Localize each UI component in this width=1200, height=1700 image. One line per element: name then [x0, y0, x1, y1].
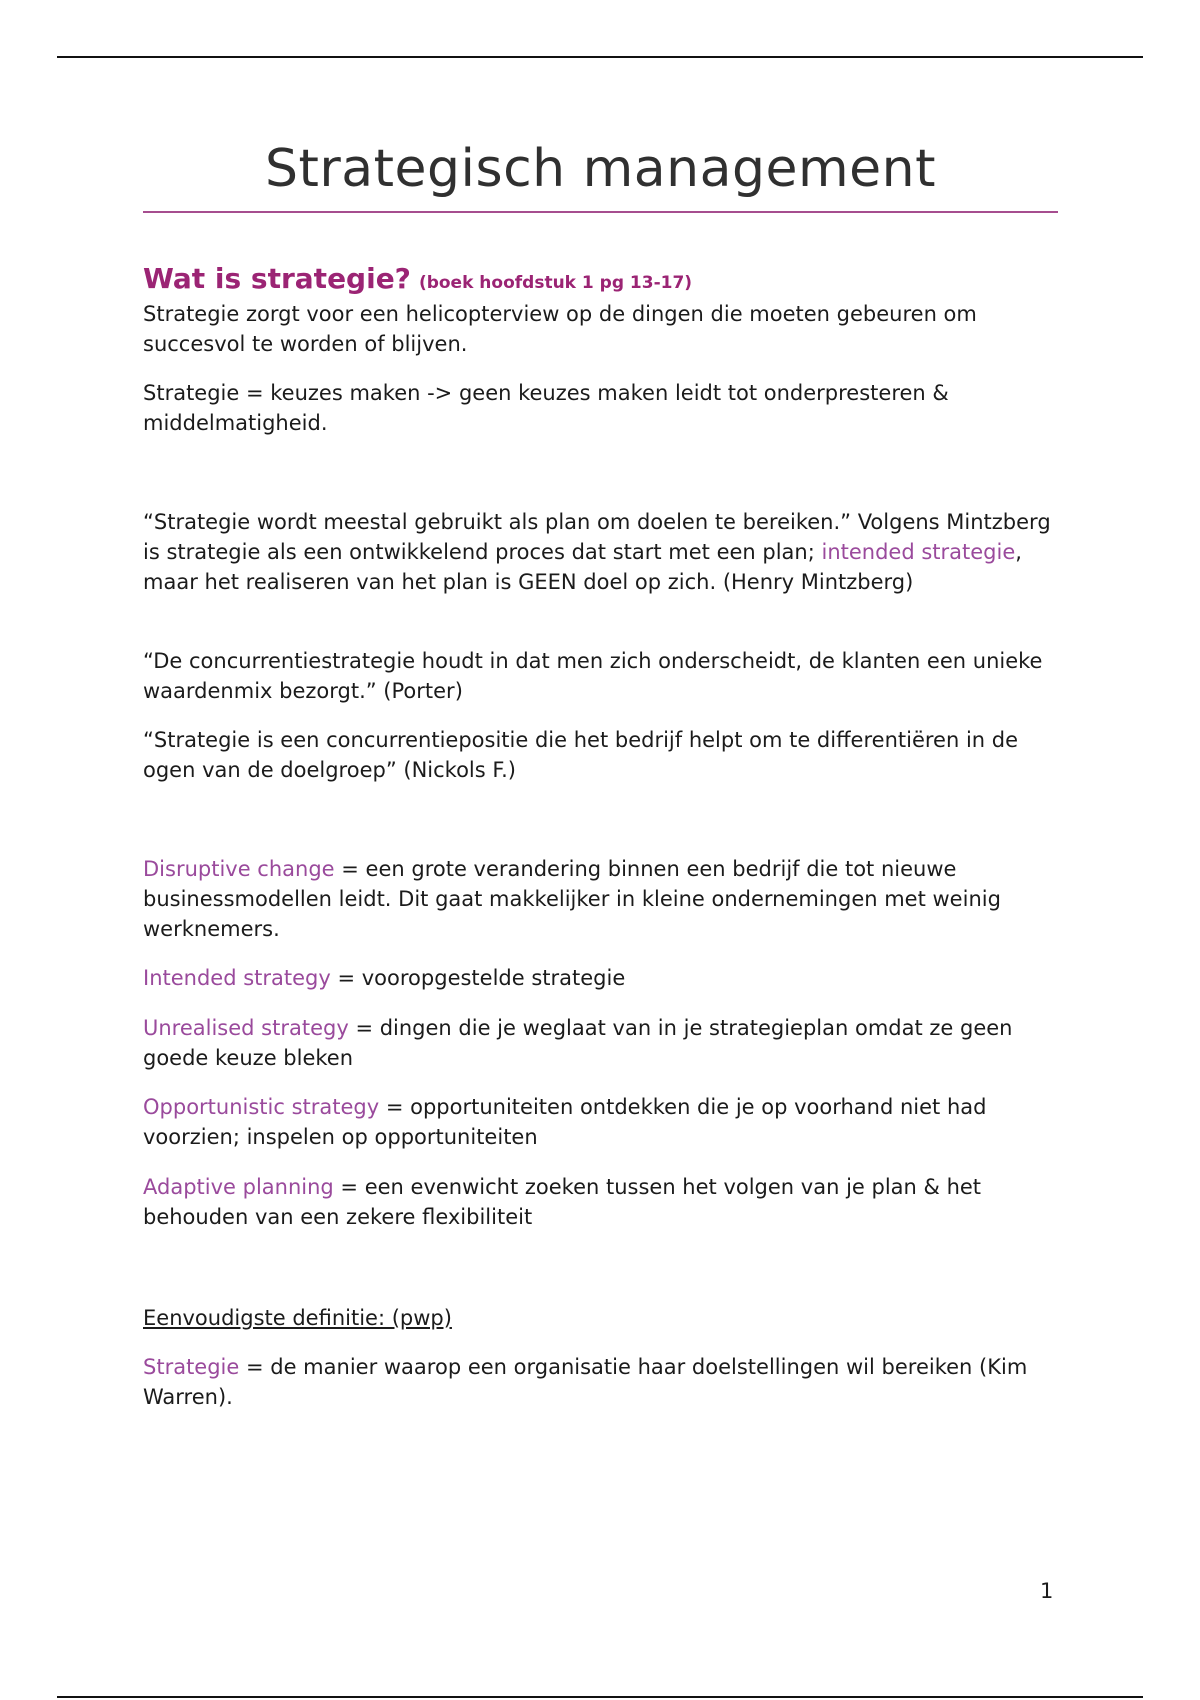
quote-mintzberg-before: “Strategie wordt meestal gebruikt als plan om doelen te bereiken.” Volgens Mintzberg is strategie als een ontwikkelend proces dat start met een plan;	[143, 510, 1051, 564]
section-heading	[143, 262, 1058, 295]
term-intended-strategie: intended strategie	[821, 540, 1016, 564]
intro-paragraph: Strategie zorgt voor een helicopterview op de dingen die moeten gebeuren om succesvol te worden of blijven.	[143, 302, 977, 356]
page-number: 1	[1040, 1579, 1054, 1603]
definition-text: = vooropgestelde strategie	[330, 966, 626, 990]
page-top-rule	[57, 56, 1143, 58]
intro-paragraph: Strategie = keuzes maken -> geen keuzes maken leidt tot onderpresteren & middelmatigheid.	[143, 381, 949, 435]
quote-nickols: “Strategie is een concurrentiepositie die het bedrijf helpt om te differentiëren in de ogen van de doelgroep” (Nickols F.)	[143, 728, 1019, 782]
definition-text: = een grote verandering binnen een bedrijf die tot nieuwe businessmodellen leidt. Dit gaat makkelijker in kleine ondernemingen met weinig werknemers.	[143, 857, 1001, 941]
simplest-definition-label: Eenvoudigste definitie: (pwp)	[143, 1306, 452, 1330]
definition-item	[143, 963, 1058, 993]
quote-mintzberg	[143, 507, 1058, 597]
definition-item	[143, 1013, 1058, 1073]
definition-term: Strategie	[143, 1355, 240, 1379]
definition-text: = dingen die je weglaat van in je strategieplan omdat ze geen goede keuze bleken	[143, 1016, 1013, 1070]
definition-term: Adaptive planning	[143, 1175, 334, 1199]
definition-item	[143, 854, 1058, 944]
section-subheading: (boek hoofdstuk 1 pg 13-17)	[418, 273, 693, 293]
section-heading-text: Wat is strategie?	[143, 262, 411, 295]
definition-item	[143, 1172, 1058, 1232]
quote-porter: “De concurrentiestrategie houdt in dat men zich onderscheidt, de klanten een unieke waardenmix bezorgt.” (Porter)	[143, 649, 1043, 703]
document-title: Strategisch management	[265, 139, 936, 199]
definition-term: Disruptive change	[143, 857, 335, 881]
definition-item	[143, 1092, 1058, 1152]
definition-term: Unrealised strategy	[143, 1016, 349, 1040]
definition-term: Opportunistic strategy	[143, 1095, 380, 1119]
title-underline	[143, 211, 1058, 213]
quote-mintzberg-after: , maar het realiseren van het plan is GEEN doel op zich. (Henry Mintzberg)	[143, 540, 1022, 594]
definition-text: = een evenwicht zoeken tussen het volgen van je plan & het behouden van een zekere flexibiliteit	[143, 1175, 982, 1229]
definition-text: = de manier waarop een organisatie haar doelstellingen wil bereiken (Kim Warren).	[143, 1355, 1028, 1409]
definition-text: = opportuniteiten ontdekken die je op voorhand niet had voorzien; inspelen op opportuniteiten	[143, 1095, 987, 1149]
definition-term: Intended strategy	[143, 966, 331, 990]
simplest-definition	[143, 1352, 1058, 1412]
page-bottom-rule	[57, 1696, 1143, 1698]
